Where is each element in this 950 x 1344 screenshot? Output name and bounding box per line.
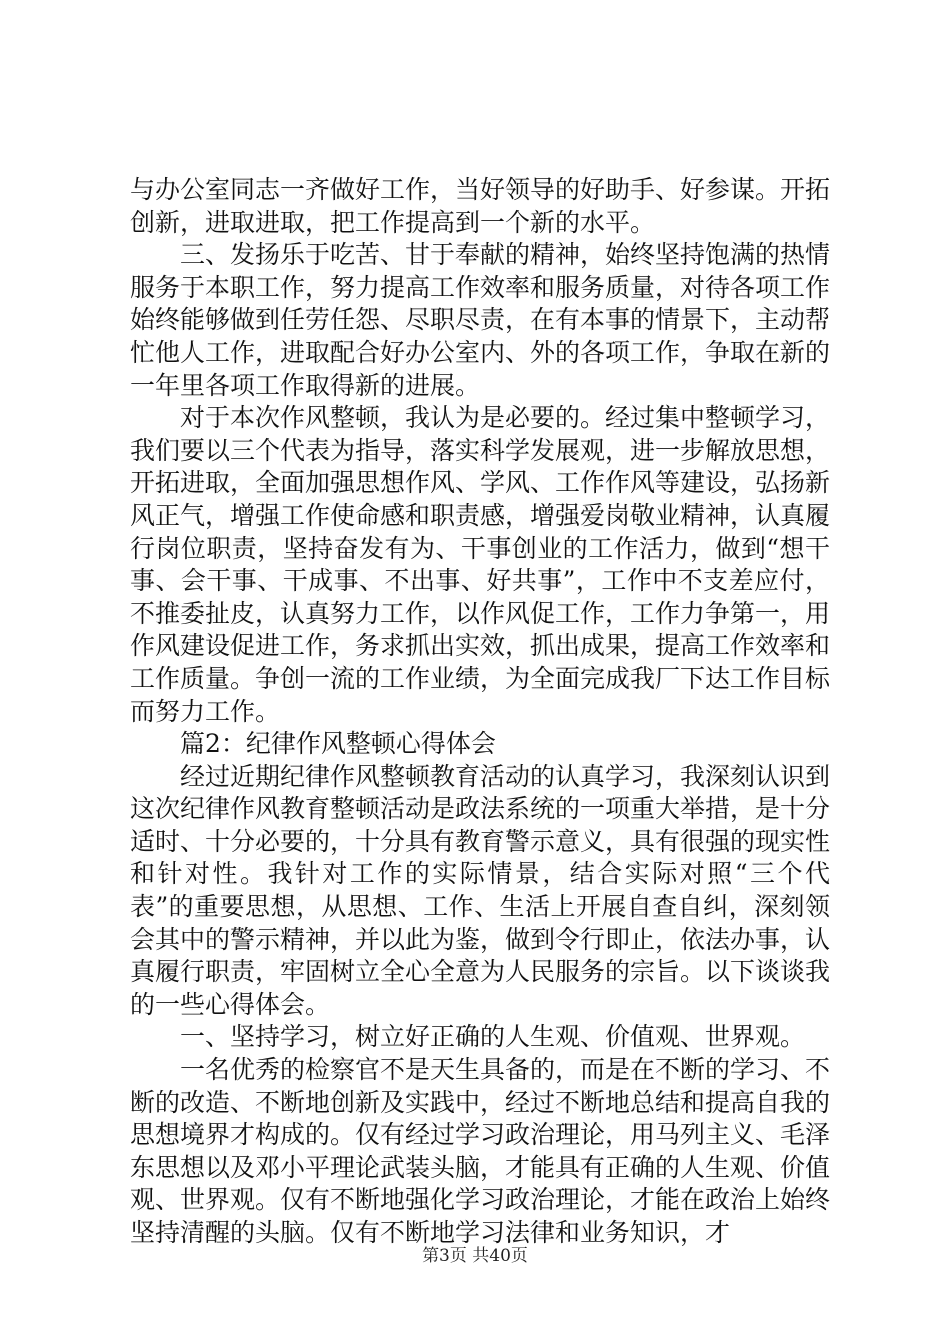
page-footer: 第3页 共40页 — [422, 1246, 528, 1266]
paragraph-2: 三、发扬乐于吃苦、甘于奉献的精神，始终坚持饱满的热情服务于本职工作，努力提高工作效率和服务质量，对待各项工作始终能够做到任劳任怨、尽职尽责，在有本事的情景下，主动帮忙他人工作，进取配合好办公室内、外的各项工作，争取在新的一年里各项工作取得新的进展。 — [130, 240, 831, 400]
paragraph-4: 经过近期纪律作风整顿教育活动的认真学习，我深刻认识到这次纪律作风教育整顿活动是政法系统的一项重大举措，是十分适时、十分必要的，十分具有教育警示意义，具有很强的现实性和针对性。我针对工作的实际情景，结合实际对照“三个代表”的重要思想，从思想、工作、生活上开展自查自纠，深刻领会其中的警示精神，并以此为鉴，做到令行即止，依法办事，认真履行职责，牢固树立全心全意为人民服务的宗旨。以下谈谈我的一些心得体会。 — [130, 761, 831, 1019]
document-body — [130, 174, 830, 1250]
paragraph-1: 与办公室同志一齐做好工作，当好领导的好助手、好参谋。开拓创新，进取进取，把工作提高到一个新的水平。 — [130, 175, 831, 237]
paragraph-5: 一名优秀的检察官不是天生具备的，而是在不断的学习、不断的改造、不断地创新及实践中，经过不断地总结和提高自我的思想境界才构成的。仅有经过学习政治理论，用马列主义、毛泽东思想以及邓小平理论武装头脑，才能具有正确的人生观、价值观、世界观。仅有不断地强化学习政治理论，才能在政治上始终坚持清醒的头脑。仅有不断地学习法律和业务知识，才 — [130, 1055, 831, 1247]
subheading-1: 一、坚持学习，树立好正确的人生观、价值观、世界观。 — [180, 1022, 806, 1052]
section-heading: 篇2：纪律作风整顿心得体会 — [180, 729, 496, 759]
paragraph-3: 对于本次作风整顿，我认为是必要的。经过集中整顿学习，我们要以三个代表为指导，落实科学发展观，进一步解放思想，开拓进取，全面加强思想作风、学风、工作作风等建设，弘扬新风正气，增强工作使命感和职责感，增强爱岗敬业精神，认真履行岗位职责，坚持奋发有为、干事创业的工作活力，做到“想干事、会干事、干成事、不出事、好共事”，工作中不支差应付，不推委扯皮，认真努力工作，以作风促工作，工作力争第一，用作风建设促进工作，务求抓出实效，抓出成果，提高工作效率和工作质量。争创一流的工作业绩，为全面完成我厂下达工作目标而努力工作。 — [130, 403, 831, 726]
